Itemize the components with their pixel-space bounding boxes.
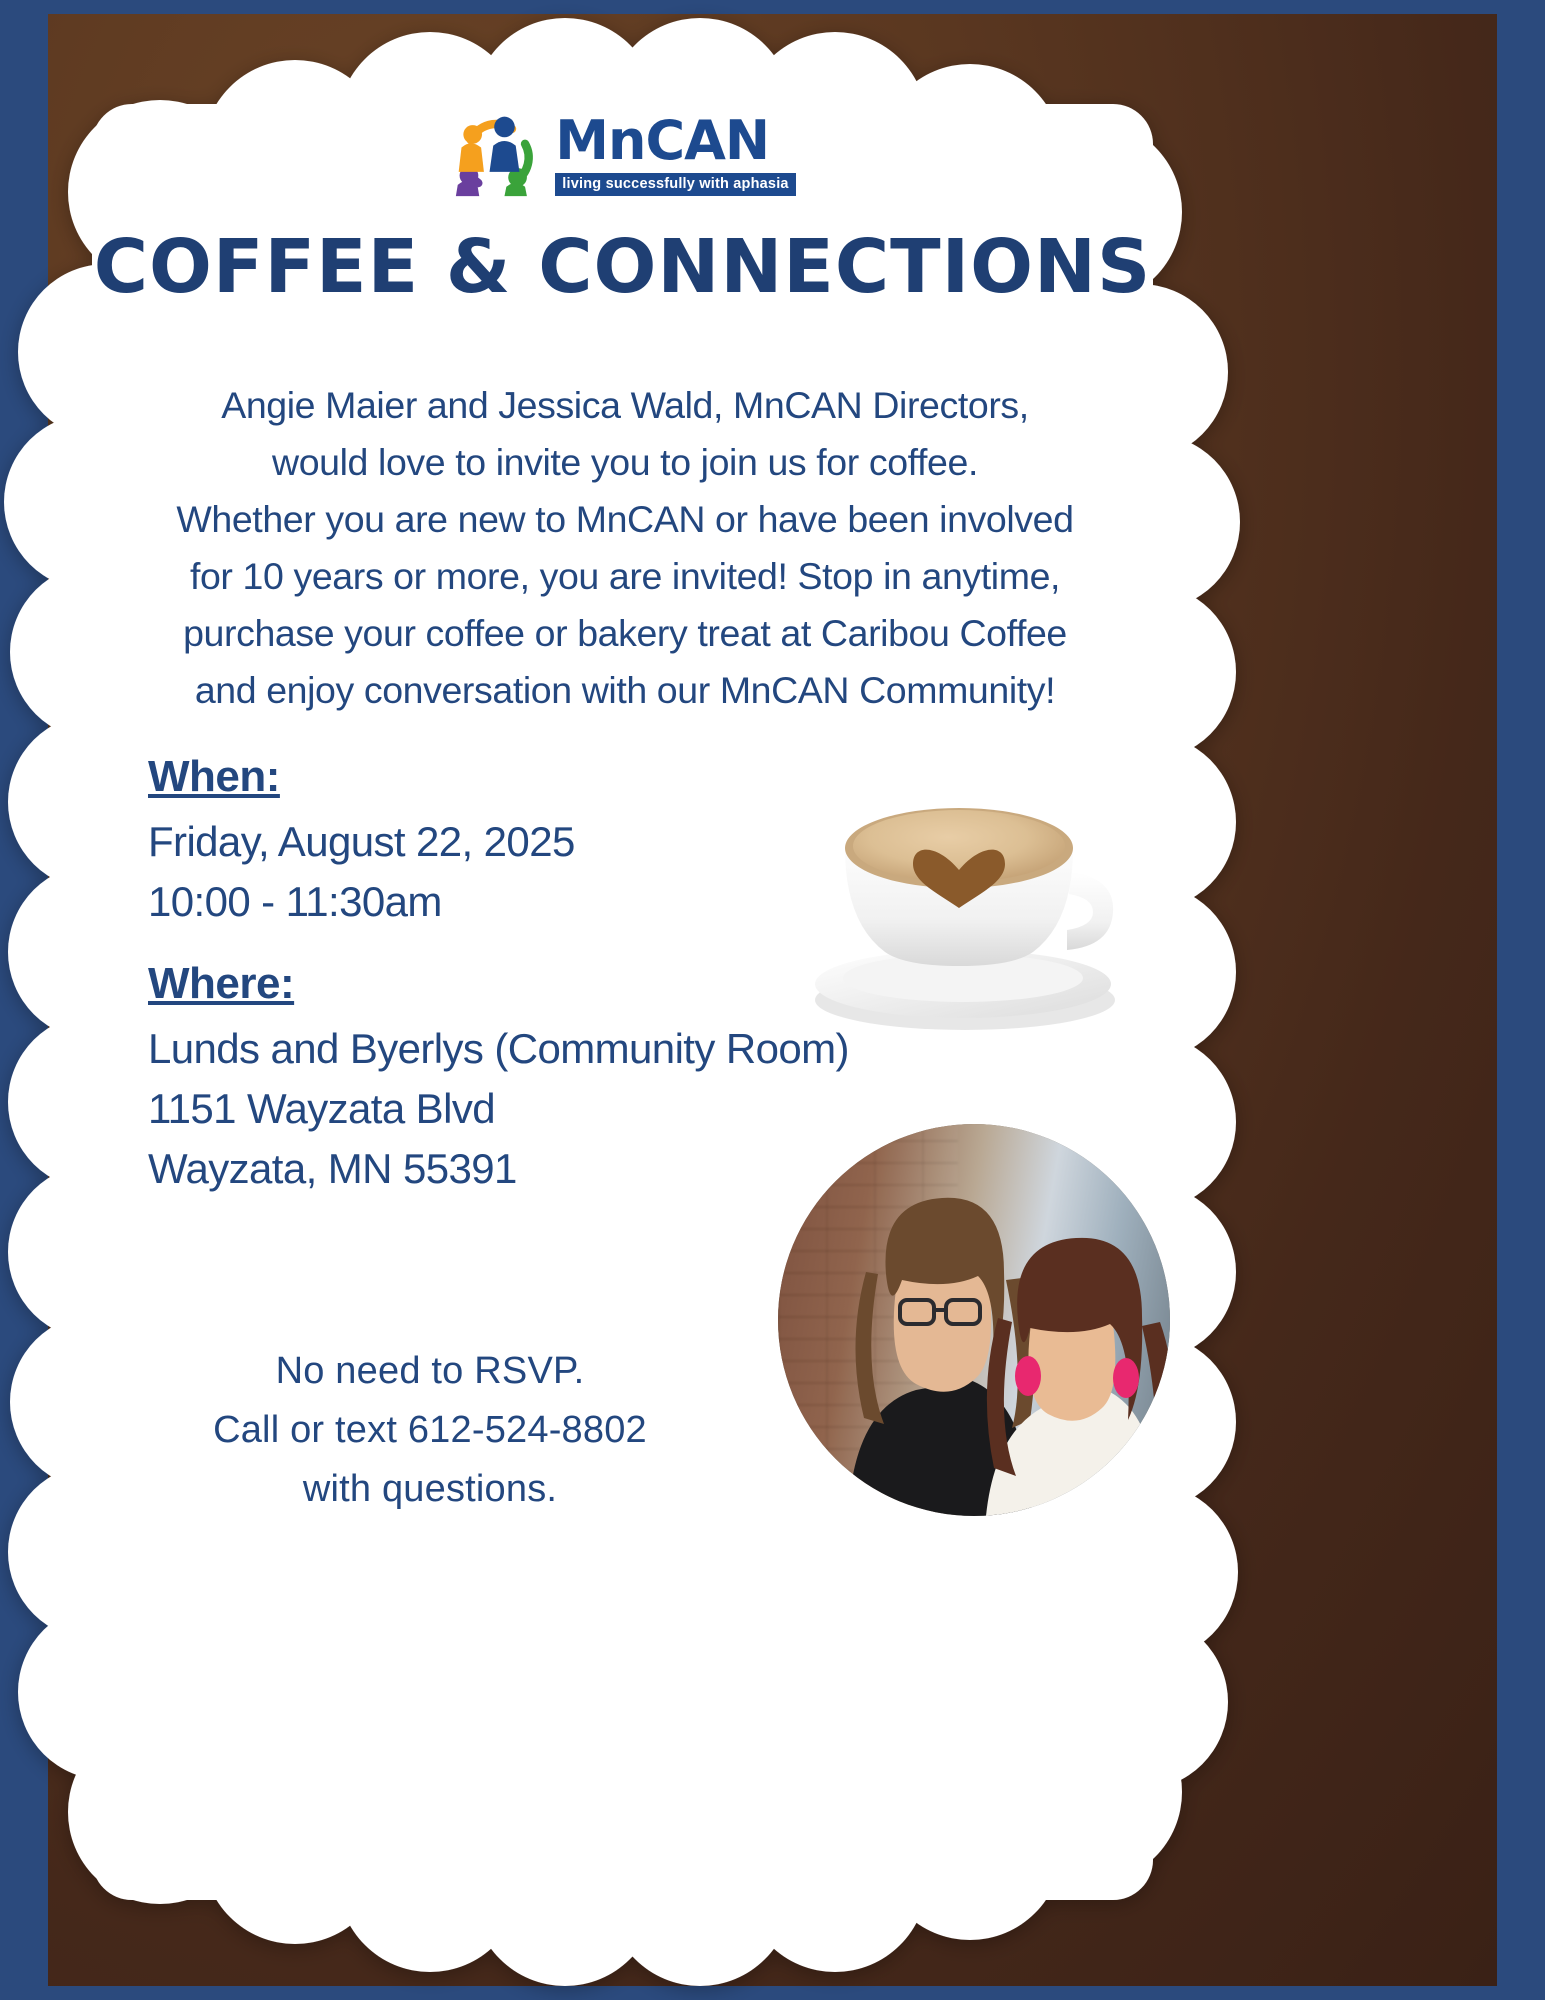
rsvp-line: with questions. bbox=[302, 1467, 558, 1510]
logo-tagline: living successfully with aphasia bbox=[555, 173, 795, 196]
event-date: Friday, August 22, 2025 bbox=[148, 818, 575, 865]
rsvp-line: No need to RSVP. bbox=[275, 1350, 585, 1392]
event-street: 1151 Wayzata Blvd bbox=[148, 1084, 495, 1132]
people-circle-logo-icon bbox=[449, 112, 545, 198]
event-time: 10:00 - 11:30am bbox=[148, 877, 442, 925]
intro-line: purchase your coffee or bakery treat at Caribou Coffee bbox=[183, 612, 1067, 654]
intro-paragraph bbox=[100, 377, 1150, 719]
logo-wordmark: MnCAN bbox=[555, 109, 770, 172]
scalloped-card bbox=[40, 52, 1205, 1952]
intro-line: and enjoy conversation with our MnCAN Community! bbox=[194, 669, 1056, 711]
directors-portrait-photo bbox=[778, 1124, 1170, 1516]
rsvp-note bbox=[110, 1342, 750, 1519]
coffee-cup-photo bbox=[785, 752, 1145, 1042]
page-title: COFFEE & CONNECTIONS bbox=[93, 224, 1152, 310]
rsvp-line: Call or text 612-524-8802 bbox=[213, 1408, 647, 1451]
where-label: Where: bbox=[148, 959, 295, 1009]
when-label: When: bbox=[148, 752, 280, 801]
organization-logo bbox=[40, 109, 1205, 198]
intro-line: Whether you are new to MnCAN or have been involved bbox=[176, 498, 1074, 540]
event-venue: Lunds and Byerlys (Community Room) bbox=[148, 1025, 849, 1073]
intro-line: Angie Maier and Jessica Wald, MnCAN Directors, bbox=[221, 384, 1029, 426]
intro-line: for 10 years or more, you are invited! Stop in anytime, bbox=[189, 555, 1061, 597]
event-city-state-zip: Wayzata, MN 55391 bbox=[148, 1144, 517, 1192]
intro-line: would love to invite you to join us for coffee. bbox=[272, 441, 978, 483]
